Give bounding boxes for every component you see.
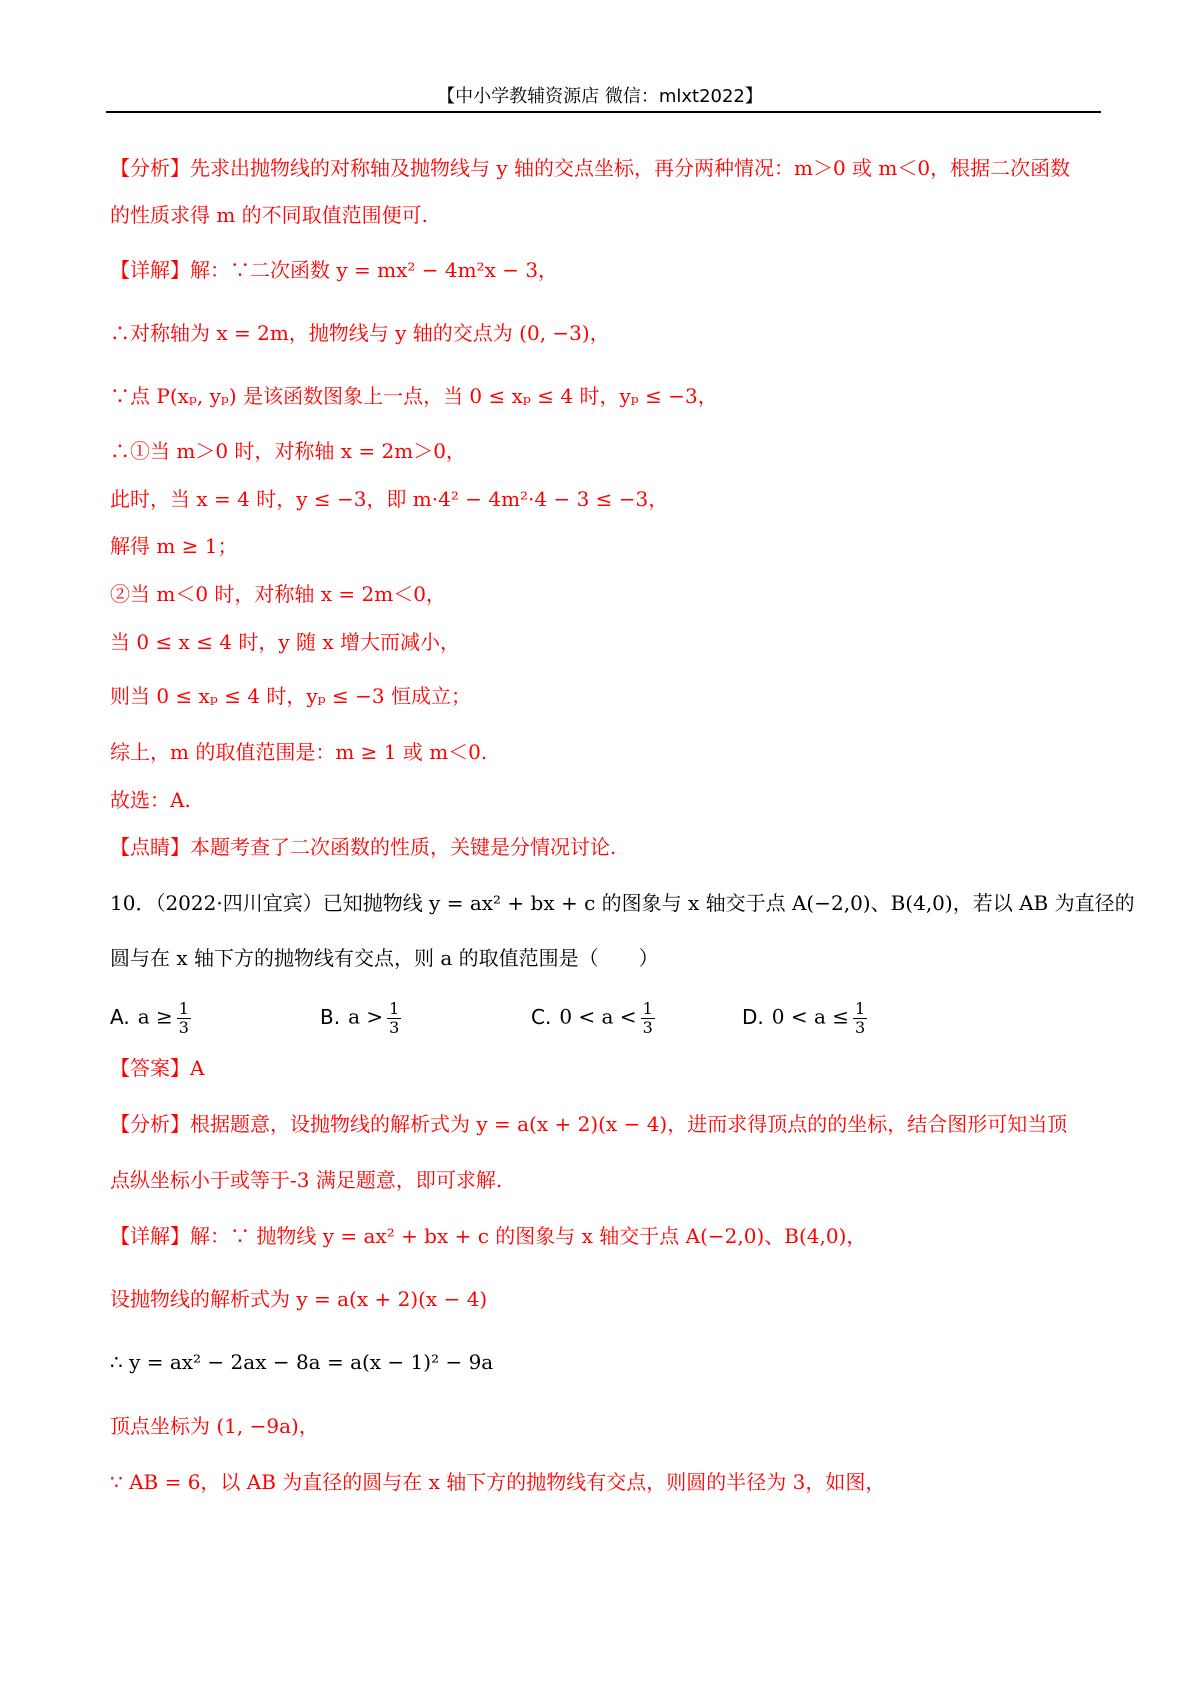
question-10-line-2: 圆与在 x 轴下方的抛物线有交点，则 a 的取值范围是（ ） [110,946,659,970]
fraction-numerator: 1 [855,999,866,1018]
question-10-line-1: 10．（2022·四川宜宾）已知抛物线 y = ax² + bx + c 的图象与 x 轴交于点 A(−2,0)、B(4,0)，若以 AB 为直径的 [110,891,1135,915]
fraction-numerator: 1 [178,999,189,1018]
option-label: C. [531,1004,552,1029]
solution-line-7: ②当 m＜0 时，对称轴 x = 2m＜0， [110,582,446,606]
fraction-denominator: 3 [642,1017,653,1037]
option-a [110,1000,191,1036]
fraction [177,1000,191,1036]
header-rule [106,111,1101,113]
solution-line-6: 解得 m ≥ 1； [110,534,238,558]
option-d [742,1000,867,1036]
comment-line: 【点睛】本题考查了二次函数的性质，关键是分情况讨论. [110,835,617,859]
option-label: B. [320,1004,341,1029]
fraction-numerator: 1 [642,999,653,1018]
option-label: A. [110,1004,130,1029]
analysis-line-1: 【分析】先求出抛物线的对称轴及抛物线与 y 轴的交点坐标，再分两种情况：m＞0 或 m＜0，根据二次函数 [110,156,1071,180]
solution2-line-3: ∴ y = ax² − 2ax − 8a = a(x − 1)² − 9a [110,1350,494,1374]
solution2-line-4: 顶点坐标为 (1, −9a)， [110,1414,319,1438]
solution-line-5: 此时，当 x = 4 时，y ≤ −3，即 m·4² − 4m²·4 − 3 ≤ −3， [110,487,669,511]
solution-line-4: ∴①当 m＞0 时，对称轴 x = 2m＞0， [110,439,466,463]
solution-line-8: 当 0 ≤ x ≤ 4 时，y 随 x 增大而减小， [110,630,461,654]
option-expr: 0 < a < [559,1004,637,1029]
solution-line-3: ∵点 P(xₚ, yₚ) 是该函数图象上一点，当 0 ≤ xₚ ≤ 4 时，yₚ ≤ −3， [110,384,718,408]
fraction-numerator: 1 [389,999,400,1018]
fraction-denominator: 3 [389,1017,400,1037]
analysis-line-2: 的性质求得 m 的不同取值范围便可. [110,203,429,227]
option-expr: 0 < a ≤ [771,1004,850,1029]
fraction-denominator: 3 [855,1017,866,1037]
solution2-line-2: 设抛物线的解析式为 y = a(x + 2)(x − 4) [110,1287,488,1311]
option-c [531,1000,655,1036]
solution-line-10: 综上，m 的取值范围是：m ≥ 1 或 m＜0. [110,740,488,764]
fraction [641,1000,655,1036]
solution-line-2: ∴对称轴为 x = 2m，抛物线与 y 轴的交点为 (0, −3)， [110,321,610,345]
option-expr: a ≥ [137,1004,173,1029]
fraction [387,1000,401,1036]
fraction-denominator: 3 [178,1017,189,1037]
fraction [853,1000,867,1036]
solution-line-1: 【详解】解：∵二次函数 y = mx² − 4m²x − 3， [110,258,559,282]
analysis2-line-1: 【分析】根据题意，设抛物线的解析式为 y = a(x + 2)(x − 4)，进而求得顶点的的坐标，结合图形可知当顶 [110,1112,1068,1136]
solution2-line-1: 【详解】解：∵ 抛物线 y = ax² + bx + c 的图象与 x 轴交于点 A(−2,0)、B(4,0)， [110,1224,867,1248]
page-header: 【中小学教辅资源店 微信：mlxt2022】 [437,86,763,107]
solution-line-11: 故选：A. [110,788,191,812]
answer-line: 【答案】A [110,1056,205,1080]
option-expr: a > [348,1004,384,1029]
solution-line-9: 则当 0 ≤ xₚ ≤ 4 时，yₚ ≤ −3 恒成立； [110,684,471,708]
analysis2-line-2: 点纵坐标小于或等于-3 满足题意，即可求解. [110,1168,503,1192]
option-b [320,1000,401,1036]
solution2-line-5: ∵ AB = 6，以 AB 为直径的圆与在 x 轴下方的抛物线有交点，则圆的半径为 3，如图， [110,1470,886,1494]
option-label: D. [742,1004,764,1029]
